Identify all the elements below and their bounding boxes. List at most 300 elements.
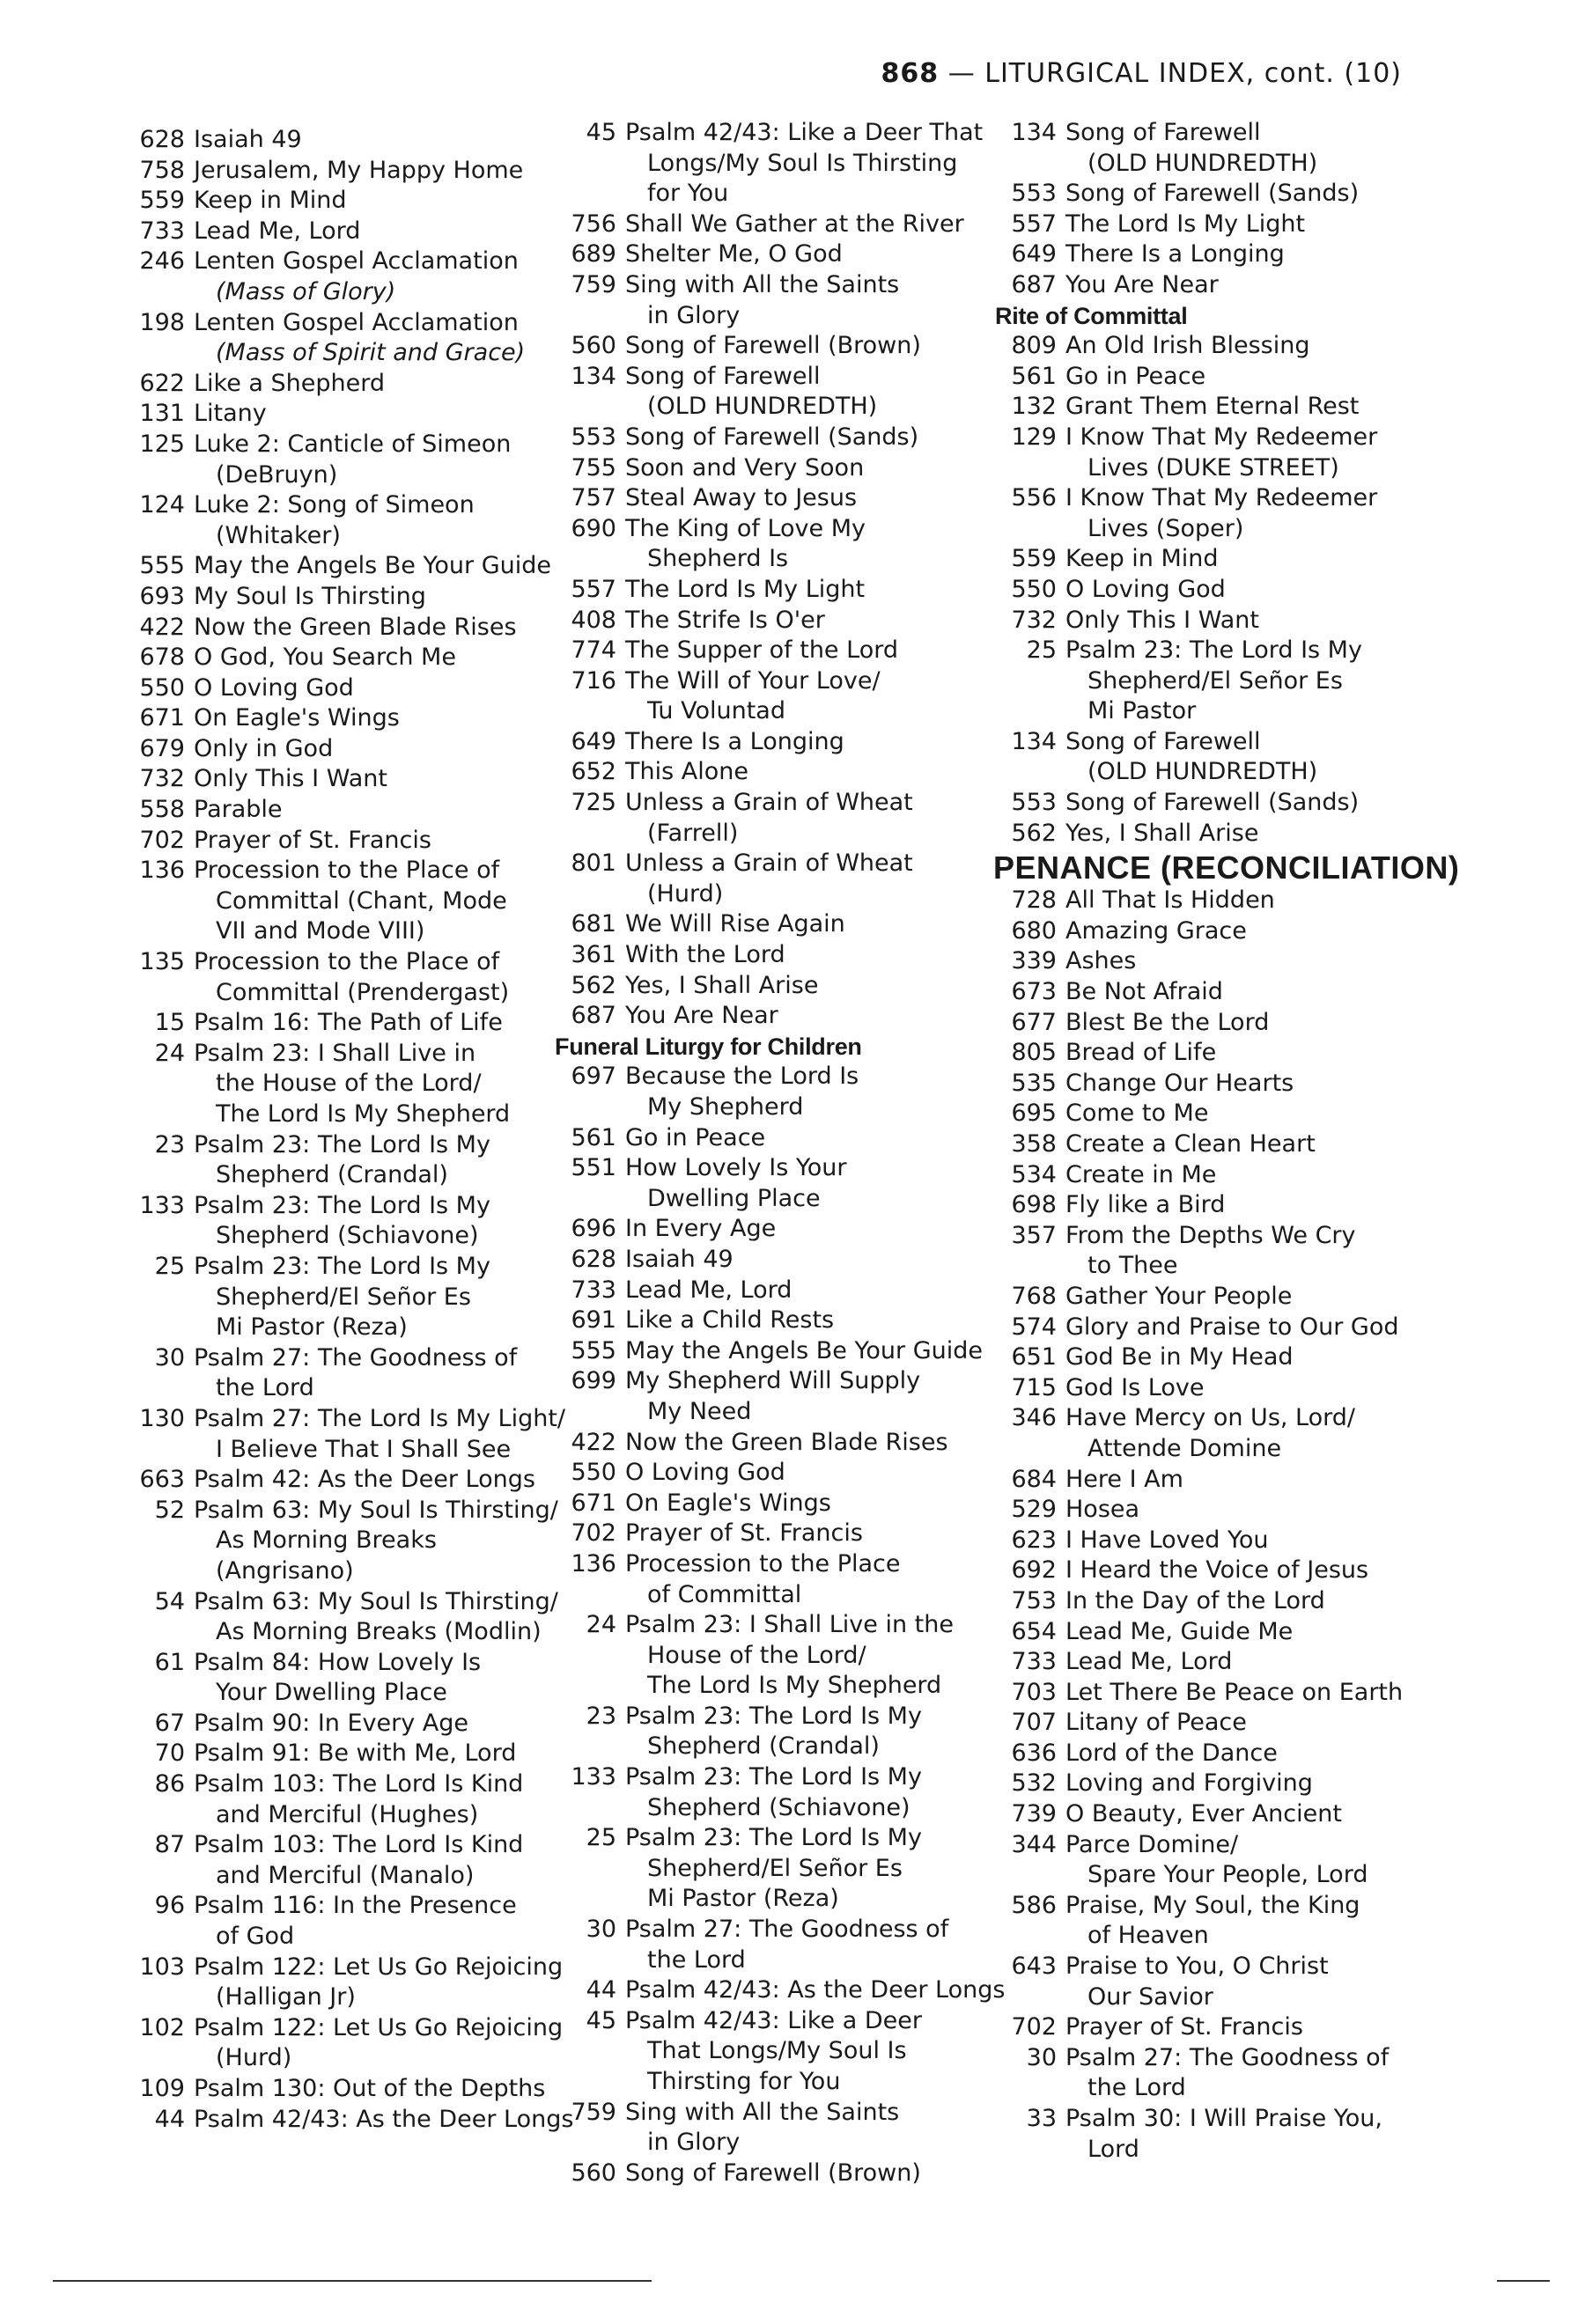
header-separator: — — [947, 58, 976, 89]
entry-row — [1004, 1129, 1444, 1160]
hymn-title-continued: House of the Lord/ — [647, 1641, 866, 1669]
index-entry — [1004, 483, 1444, 544]
hymn-number: 15 — [154, 1009, 185, 1037]
index-entry — [1004, 1678, 1444, 1709]
index-entry — [1004, 1190, 1444, 1221]
hymn-number: 553 — [1011, 180, 1057, 208]
index-entry — [1004, 210, 1444, 240]
index-entry — [132, 1739, 572, 1769]
hymn-title: Lenten Gospel Acclamation — [194, 308, 519, 336]
hymn-number: 70 — [154, 1739, 185, 1768]
entry-row — [1004, 977, 1444, 1008]
entry-row — [132, 2074, 572, 2105]
hymn-title-continued: Shepherd (Schiavone) — [216, 1222, 479, 1250]
index-entry — [564, 757, 1004, 788]
hymn-number: 422 — [139, 613, 185, 641]
hymn-title: May the Angels Be Your Guide — [625, 1336, 984, 1364]
index-entry — [564, 727, 1004, 758]
hymn-number: 357 — [1011, 1221, 1057, 1249]
hymn-title: Isaiah 49 — [625, 1245, 734, 1273]
hymn-number: 689 — [571, 240, 616, 268]
hymn-title: Song of Farewell (Sands) — [1065, 180, 1360, 208]
entry-row — [132, 2105, 572, 2136]
hymn-title: We Will Rise Again — [625, 910, 845, 938]
hymn-title-continued: in Glory — [647, 2129, 741, 2157]
hymn-number: 801 — [571, 849, 616, 878]
entry-row — [564, 1366, 1004, 1397]
hymn-number: 24 — [586, 1611, 616, 1639]
entry-row — [132, 308, 572, 339]
entry-row — [132, 613, 572, 644]
entry-row — [1004, 1313, 1444, 1343]
index-entry — [132, 2074, 572, 2105]
index-entry — [564, 2006, 1004, 2098]
hymn-number: 198 — [139, 308, 185, 336]
hymn-title-continued: (Angrisano) — [216, 1556, 354, 1585]
entry-row — [1004, 1555, 1444, 1586]
index-entry — [564, 940, 1004, 971]
hymn-title: Have Mercy on Us, Lord/ — [1065, 1404, 1355, 1432]
hymn-title: Psalm 27: The Goodness of — [194, 1343, 518, 1372]
hymn-number: 86 — [154, 1770, 185, 1798]
entry-row — [132, 2013, 572, 2044]
entry-row — [132, 1343, 572, 1374]
hymn-title: Go in Peace — [1065, 362, 1206, 390]
hymn-title: Only in God — [194, 734, 334, 762]
entry-row — [564, 575, 1004, 606]
entry-row — [132, 582, 572, 613]
hymn-title: Psalm 27: The Goodness of — [1065, 2043, 1390, 2071]
entry-row — [564, 118, 1004, 149]
hymn-title: Only This I Want — [1065, 606, 1259, 634]
entry-row — [1004, 1617, 1444, 1648]
index-entry — [564, 331, 1004, 362]
index-entry — [1004, 636, 1444, 727]
hymn-title-continued: of Heaven — [1087, 1922, 1209, 1950]
hymn-number: 677 — [1011, 1008, 1057, 1036]
index-entry — [1004, 423, 1444, 483]
hymn-number: 562 — [1011, 819, 1057, 847]
hymn-title: Bread of Life — [1065, 1039, 1217, 1067]
entry-row — [1004, 118, 1444, 149]
hymn-number: 733 — [1011, 1648, 1057, 1676]
entry-row — [132, 1739, 572, 1769]
index-entry — [1004, 788, 1444, 819]
entry-row — [1004, 1465, 1444, 1496]
hymn-title: Hosea — [1065, 1496, 1140, 1524]
hymn-title: Praise to You, O Christ — [1065, 1953, 1329, 1981]
hymn-title: Lord of the Dance — [1065, 1739, 1278, 1767]
entry-row — [132, 125, 572, 156]
hymn-title: Lead Me, Lord — [625, 1276, 792, 1304]
entry-row — [1004, 331, 1444, 362]
entry-row — [132, 643, 572, 673]
hymn-number: 671 — [139, 704, 185, 732]
entry-row — [564, 453, 1004, 484]
index-entry — [1004, 2104, 1444, 2165]
index-entry — [1004, 1617, 1444, 1648]
hymn-title: Psalm 42/43: As the Deer Longs — [194, 2105, 574, 2133]
entry-row — [1004, 1739, 1444, 1769]
hymn-title-continued: and Merciful (Manalo) — [216, 1861, 475, 1889]
hymn-number: 628 — [139, 126, 185, 153]
index-entry — [132, 1008, 572, 1039]
index-entry — [564, 1305, 1004, 1336]
index-entry — [564, 909, 1004, 940]
index-entry — [564, 210, 1004, 240]
entry-row — [132, 1008, 572, 1039]
entry-row — [132, 186, 572, 217]
hymn-title-continued: Mi Pastor (Reza) — [647, 1885, 839, 1913]
hymn-title: My Shepherd Will Supply — [625, 1367, 921, 1395]
hymn-number: 358 — [1011, 1130, 1057, 1158]
index-entry — [132, 490, 572, 551]
hymn-title-continued: The Lord Is My Shepherd — [647, 1672, 942, 1700]
hymn-title: Shall We Gather at the River — [625, 210, 964, 238]
index-entry — [132, 1587, 572, 1648]
hymn-number: 134 — [1011, 727, 1057, 755]
index-entry — [564, 270, 1004, 331]
hymn-title-continued: Mi Pastor — [1087, 697, 1197, 725]
entry-row — [1004, 544, 1444, 575]
index-entry — [132, 1039, 572, 1130]
hymn-number: 553 — [1011, 789, 1057, 817]
hymn-title: Like a Child Rests — [625, 1306, 835, 1335]
hymn-number: 54 — [154, 1587, 185, 1615]
hymn-title: Psalm 42/43: As the Deer Longs — [625, 1976, 1006, 2004]
index-entry — [564, 1366, 1004, 1427]
hymn-title-continued: Shepherd/El Señor Es — [1087, 666, 1343, 695]
index-entry — [132, 1465, 572, 1496]
entry-row — [132, 1769, 572, 1800]
entry-row — [1004, 916, 1444, 947]
hymn-number: 30 — [154, 1343, 185, 1372]
hymn-title-continued: Spare Your People, Lord — [1087, 1861, 1368, 1889]
hymn-title-continued: and Merciful (Hughes) — [216, 1800, 479, 1828]
hymn-title: Song of Farewell (Brown) — [625, 2159, 921, 2187]
hymn-title: My Soul Is Thirsting — [194, 582, 426, 610]
hymn-number: 684 — [1011, 1465, 1057, 1493]
index-entry — [564, 1214, 1004, 1245]
index-entry — [132, 795, 572, 826]
entry-row — [1004, 1342, 1444, 1373]
entry-row — [132, 826, 572, 857]
index-entry — [564, 1702, 1004, 1762]
hymn-title: Psalm 23: The Lord Is My — [625, 1702, 922, 1730]
index-entry — [1004, 606, 1444, 636]
index-entry — [564, 1458, 1004, 1489]
entry-row — [1004, 1069, 1444, 1099]
hymn-number: 716 — [571, 666, 616, 695]
entry-row — [564, 239, 1004, 270]
index-entry — [1004, 1586, 1444, 1617]
hymn-title: Now the Green Blade Rises — [625, 1428, 948, 1456]
hymn-title-continued: Dwelling Place — [647, 1184, 821, 1212]
hymn-title-continued: Mi Pastor (Reza) — [216, 1313, 408, 1342]
index-entry — [1004, 575, 1444, 606]
entry-row — [564, 514, 1004, 545]
index-entry — [1004, 1830, 1444, 1891]
hymn-title-continued: Lord — [1087, 2135, 1139, 2163]
index-entry — [1004, 1129, 1444, 1160]
hymn-title: Lead Me, Lord — [1065, 1648, 1233, 1676]
entry-row — [1004, 1526, 1444, 1556]
hymn-title: From the Depths We Cry — [1065, 1221, 1356, 1249]
index-entry — [564, 239, 1004, 270]
hymn-title: In the Day of the Lord — [1065, 1586, 1325, 1614]
hymn-number: 756 — [571, 210, 616, 238]
index-entry — [132, 186, 572, 217]
index-entry — [132, 643, 572, 673]
hymn-number: 753 — [1011, 1586, 1057, 1614]
hymn-number: 557 — [571, 575, 616, 603]
hymn-title: Because the Lord Is — [625, 1063, 859, 1091]
entry-row — [564, 1305, 1004, 1336]
hymn-title: On Eagle's Wings — [194, 704, 400, 732]
hymn-title: Come to Me — [1065, 1099, 1209, 1128]
hymn-title: O God, You Search Me — [194, 644, 456, 672]
index-entry — [132, 1830, 572, 1891]
index-entry — [132, 246, 572, 307]
hymn-title: Yes, I Shall Arise — [1065, 819, 1259, 847]
index-entry — [564, 1549, 1004, 1610]
entry-row — [1004, 2012, 1444, 2043]
hymn-number: 558 — [139, 796, 185, 824]
index-entry — [564, 1001, 1004, 1032]
index-entry — [132, 2013, 572, 2074]
hymn-number: 725 — [571, 789, 616, 817]
index-entry — [1004, 1160, 1444, 1191]
hymn-number: 44 — [154, 2105, 185, 2133]
hymn-number: 681 — [571, 910, 616, 938]
entry-row — [1004, 1891, 1444, 1922]
index-entry — [1004, 886, 1444, 916]
index-entry — [132, 826, 572, 857]
hymn-title: Psalm 23: I Shall Live in — [194, 1039, 476, 1067]
entry-row — [132, 156, 572, 187]
index-entry — [1004, 1739, 1444, 1769]
index-entry — [132, 1709, 572, 1739]
hymn-number: 87 — [154, 1831, 185, 1859]
index-entry — [132, 673, 572, 704]
hymn-title: Yes, I Shall Arise — [625, 971, 819, 999]
index-entry — [132, 156, 572, 187]
hymn-number: 45 — [586, 119, 616, 146]
hymn-title: Prayer of St. Francis — [194, 826, 431, 854]
hymn-title: Lead Me, Lord — [194, 217, 361, 245]
hymn-number: 732 — [1011, 606, 1057, 634]
hymn-number: 559 — [139, 187, 185, 215]
index-entry — [1004, 1769, 1444, 1799]
index-column-1 — [132, 125, 572, 2135]
hymn-title-continued: As Morning Breaks — [216, 1526, 437, 1555]
hymn-number: 131 — [139, 400, 185, 428]
hymn-title-continued: (DeBruyn) — [216, 460, 338, 489]
entry-row — [1004, 727, 1444, 758]
hymn-title: Shelter Me, O God — [625, 240, 843, 268]
entry-row — [132, 734, 572, 765]
entry-row — [564, 1153, 1004, 1184]
hymn-title: Procession to the Place of — [194, 948, 500, 976]
hymn-title-continued: Shepherd (Crandal) — [216, 1161, 448, 1189]
hymn-title: Psalm 42: As the Deer Longs — [194, 1466, 535, 1494]
hymn-number: 649 — [1011, 240, 1057, 268]
index-entry — [564, 2098, 1004, 2159]
index-entry — [564, 1123, 1004, 1154]
hymn-number: 651 — [1011, 1343, 1057, 1372]
index-entry — [132, 551, 572, 582]
hymn-number: 246 — [139, 247, 185, 276]
hymn-number: 96 — [154, 1892, 185, 1920]
index-entry — [1004, 1555, 1444, 1586]
hymn-title: You Are Near — [1065, 270, 1219, 298]
index-entry — [1004, 1495, 1444, 1526]
hymn-number: 133 — [139, 1191, 185, 1219]
hymn-title: Psalm 42/43: Like a Deer That — [625, 119, 984, 146]
index-entry — [1004, 1282, 1444, 1313]
index-entry — [132, 1891, 572, 1952]
index-entry — [132, 217, 572, 247]
index-entry — [564, 514, 1004, 575]
hymn-number: 134 — [571, 362, 616, 390]
entry-row — [1004, 606, 1444, 636]
entry-row — [1004, 1495, 1444, 1526]
hymn-title: An Old Irish Blessing — [1065, 332, 1310, 360]
hymn-number: 550 — [1011, 575, 1057, 603]
hymn-number: 809 — [1011, 332, 1057, 360]
hymn-number: 702 — [1011, 2013, 1057, 2041]
hymn-number: 560 — [571, 332, 616, 360]
hymn-title: Change Our Hearts — [1065, 1069, 1294, 1097]
index-entry — [564, 118, 1004, 210]
hymn-number: 757 — [571, 484, 616, 512]
index-entry — [132, 1130, 572, 1191]
entry-row — [564, 606, 1004, 636]
index-entry — [1004, 1708, 1444, 1739]
hymn-title: Psalm 23: The Lord Is My — [1065, 636, 1362, 665]
hymn-title: There Is a Longing — [1065, 240, 1285, 268]
index-entry — [564, 575, 1004, 606]
hymn-title: All That Is Hidden — [1065, 886, 1275, 915]
hymn-number: 561 — [1011, 362, 1057, 390]
hymn-title: There Is a Longing — [625, 727, 844, 755]
subsection-heading: Rite of Committal — [995, 302, 1188, 329]
hymn-title: I Have Loved You — [1065, 1526, 1269, 1554]
hymn-title-continued: VII and Mode VIII) — [216, 917, 425, 945]
index-entry — [1004, 179, 1444, 210]
hymn-title-continued: Shepherd (Crandal) — [647, 1732, 880, 1761]
hymn-title: Ashes — [1065, 947, 1137, 975]
entry-row — [564, 2006, 1004, 2037]
entry-row — [1004, 1830, 1444, 1861]
entry-row — [564, 423, 1004, 453]
index-entry — [564, 1610, 1004, 1702]
hymn-number: 555 — [139, 552, 185, 580]
index-entry — [1004, 1403, 1444, 1464]
hymn-title: Parce Domine/ — [1065, 1830, 1239, 1858]
hymn-title: Glory and Praise to Our God — [1065, 1313, 1399, 1341]
entry-row — [132, 1465, 572, 1496]
hymn-number: 673 — [1011, 978, 1057, 1006]
entry-row — [564, 483, 1004, 514]
entry-row — [1004, 1221, 1444, 1252]
hymn-number: 529 — [1011, 1496, 1057, 1524]
index-entry — [132, 1191, 572, 1252]
hymn-number: 67 — [154, 1709, 185, 1737]
hymn-number: 623 — [1011, 1526, 1057, 1554]
hymn-number: 44 — [586, 1976, 616, 2004]
entry-row — [1004, 362, 1444, 393]
hymn-title-continued: the Lord — [647, 1945, 746, 1974]
hymn-number: 652 — [571, 758, 616, 786]
hymn-title: Create in Me — [1065, 1160, 1217, 1188]
hymn-title: Lenten Gospel Acclamation — [194, 247, 519, 276]
hymn-number: 30 — [586, 1916, 616, 1944]
hymn-title: O Loving God — [1065, 575, 1226, 603]
hymn-title: Procession to the Place — [625, 1549, 901, 1578]
hymn-title: Unless a Grain of Wheat — [625, 789, 913, 817]
hymn-title-continued: of God — [216, 1923, 295, 1951]
hymn-number: 551 — [571, 1154, 616, 1182]
index-entry — [132, 430, 572, 490]
hymn-title: I Heard the Voice of Jesus — [1065, 1556, 1369, 1585]
hymn-number: 755 — [571, 453, 616, 482]
hymn-title: Song of Farewell (Sands) — [1065, 789, 1360, 817]
hymn-number: 24 — [154, 1039, 185, 1067]
hymn-title: Psalm 27: The Goodness of — [625, 1916, 949, 1944]
hymn-title: Go in Peace — [625, 1123, 766, 1151]
hymn-title: The Will of Your Love/ — [625, 666, 881, 695]
hymn-number: 733 — [571, 1276, 616, 1304]
entry-row — [564, 788, 1004, 819]
entry-row — [564, 727, 1004, 758]
entry-row — [1004, 423, 1444, 453]
index-entry — [564, 1762, 1004, 1823]
hymn-title: Song of Farewell (Brown) — [625, 332, 921, 360]
entry-row — [564, 757, 1004, 788]
hymn-number: 663 — [139, 1466, 185, 1494]
hymn-number: 135 — [139, 948, 185, 976]
hymn-number: 649 — [571, 727, 616, 755]
index-entry — [564, 1428, 1004, 1459]
index-entry — [1004, 1038, 1444, 1069]
hymn-number: 561 — [571, 1123, 616, 1151]
index-entry — [1004, 1099, 1444, 1129]
hymn-title: Sing with All the Saints — [625, 2098, 900, 2126]
hymn-number: 687 — [1011, 270, 1057, 298]
hymn-title: Psalm 116: In the Presence — [194, 1892, 517, 1920]
hymn-title-continued: As Morning Breaks (Modlin) — [216, 1618, 542, 1646]
hymn-number: 703 — [1011, 1678, 1057, 1706]
entry-row — [564, 1915, 1004, 1945]
hymn-title: Blest Be the Lord — [1065, 1008, 1270, 1036]
hymn-title: Keep in Mind — [1065, 545, 1219, 573]
index-entry — [132, 856, 572, 947]
entry-row — [132, 1953, 572, 1983]
hymn-title: Psalm 23: The Lord Is My — [194, 1191, 490, 1219]
hymn-title: Lead Me, Guide Me — [1065, 1617, 1294, 1645]
entry-row — [1004, 1038, 1444, 1069]
hymn-number: 557 — [1011, 210, 1057, 238]
hymn-number: 732 — [139, 765, 185, 793]
hymn-title: Psalm 16: The Path of Life — [194, 1009, 503, 1037]
hymn-title: Now the Green Blade Rises — [194, 613, 517, 641]
hymn-title-continued: of Committal — [647, 1580, 802, 1608]
hymn-number: 346 — [1011, 1404, 1057, 1432]
index-entry — [1004, 819, 1444, 849]
hymn-number: 679 — [139, 734, 185, 762]
entry-row — [1004, 1952, 1444, 1982]
